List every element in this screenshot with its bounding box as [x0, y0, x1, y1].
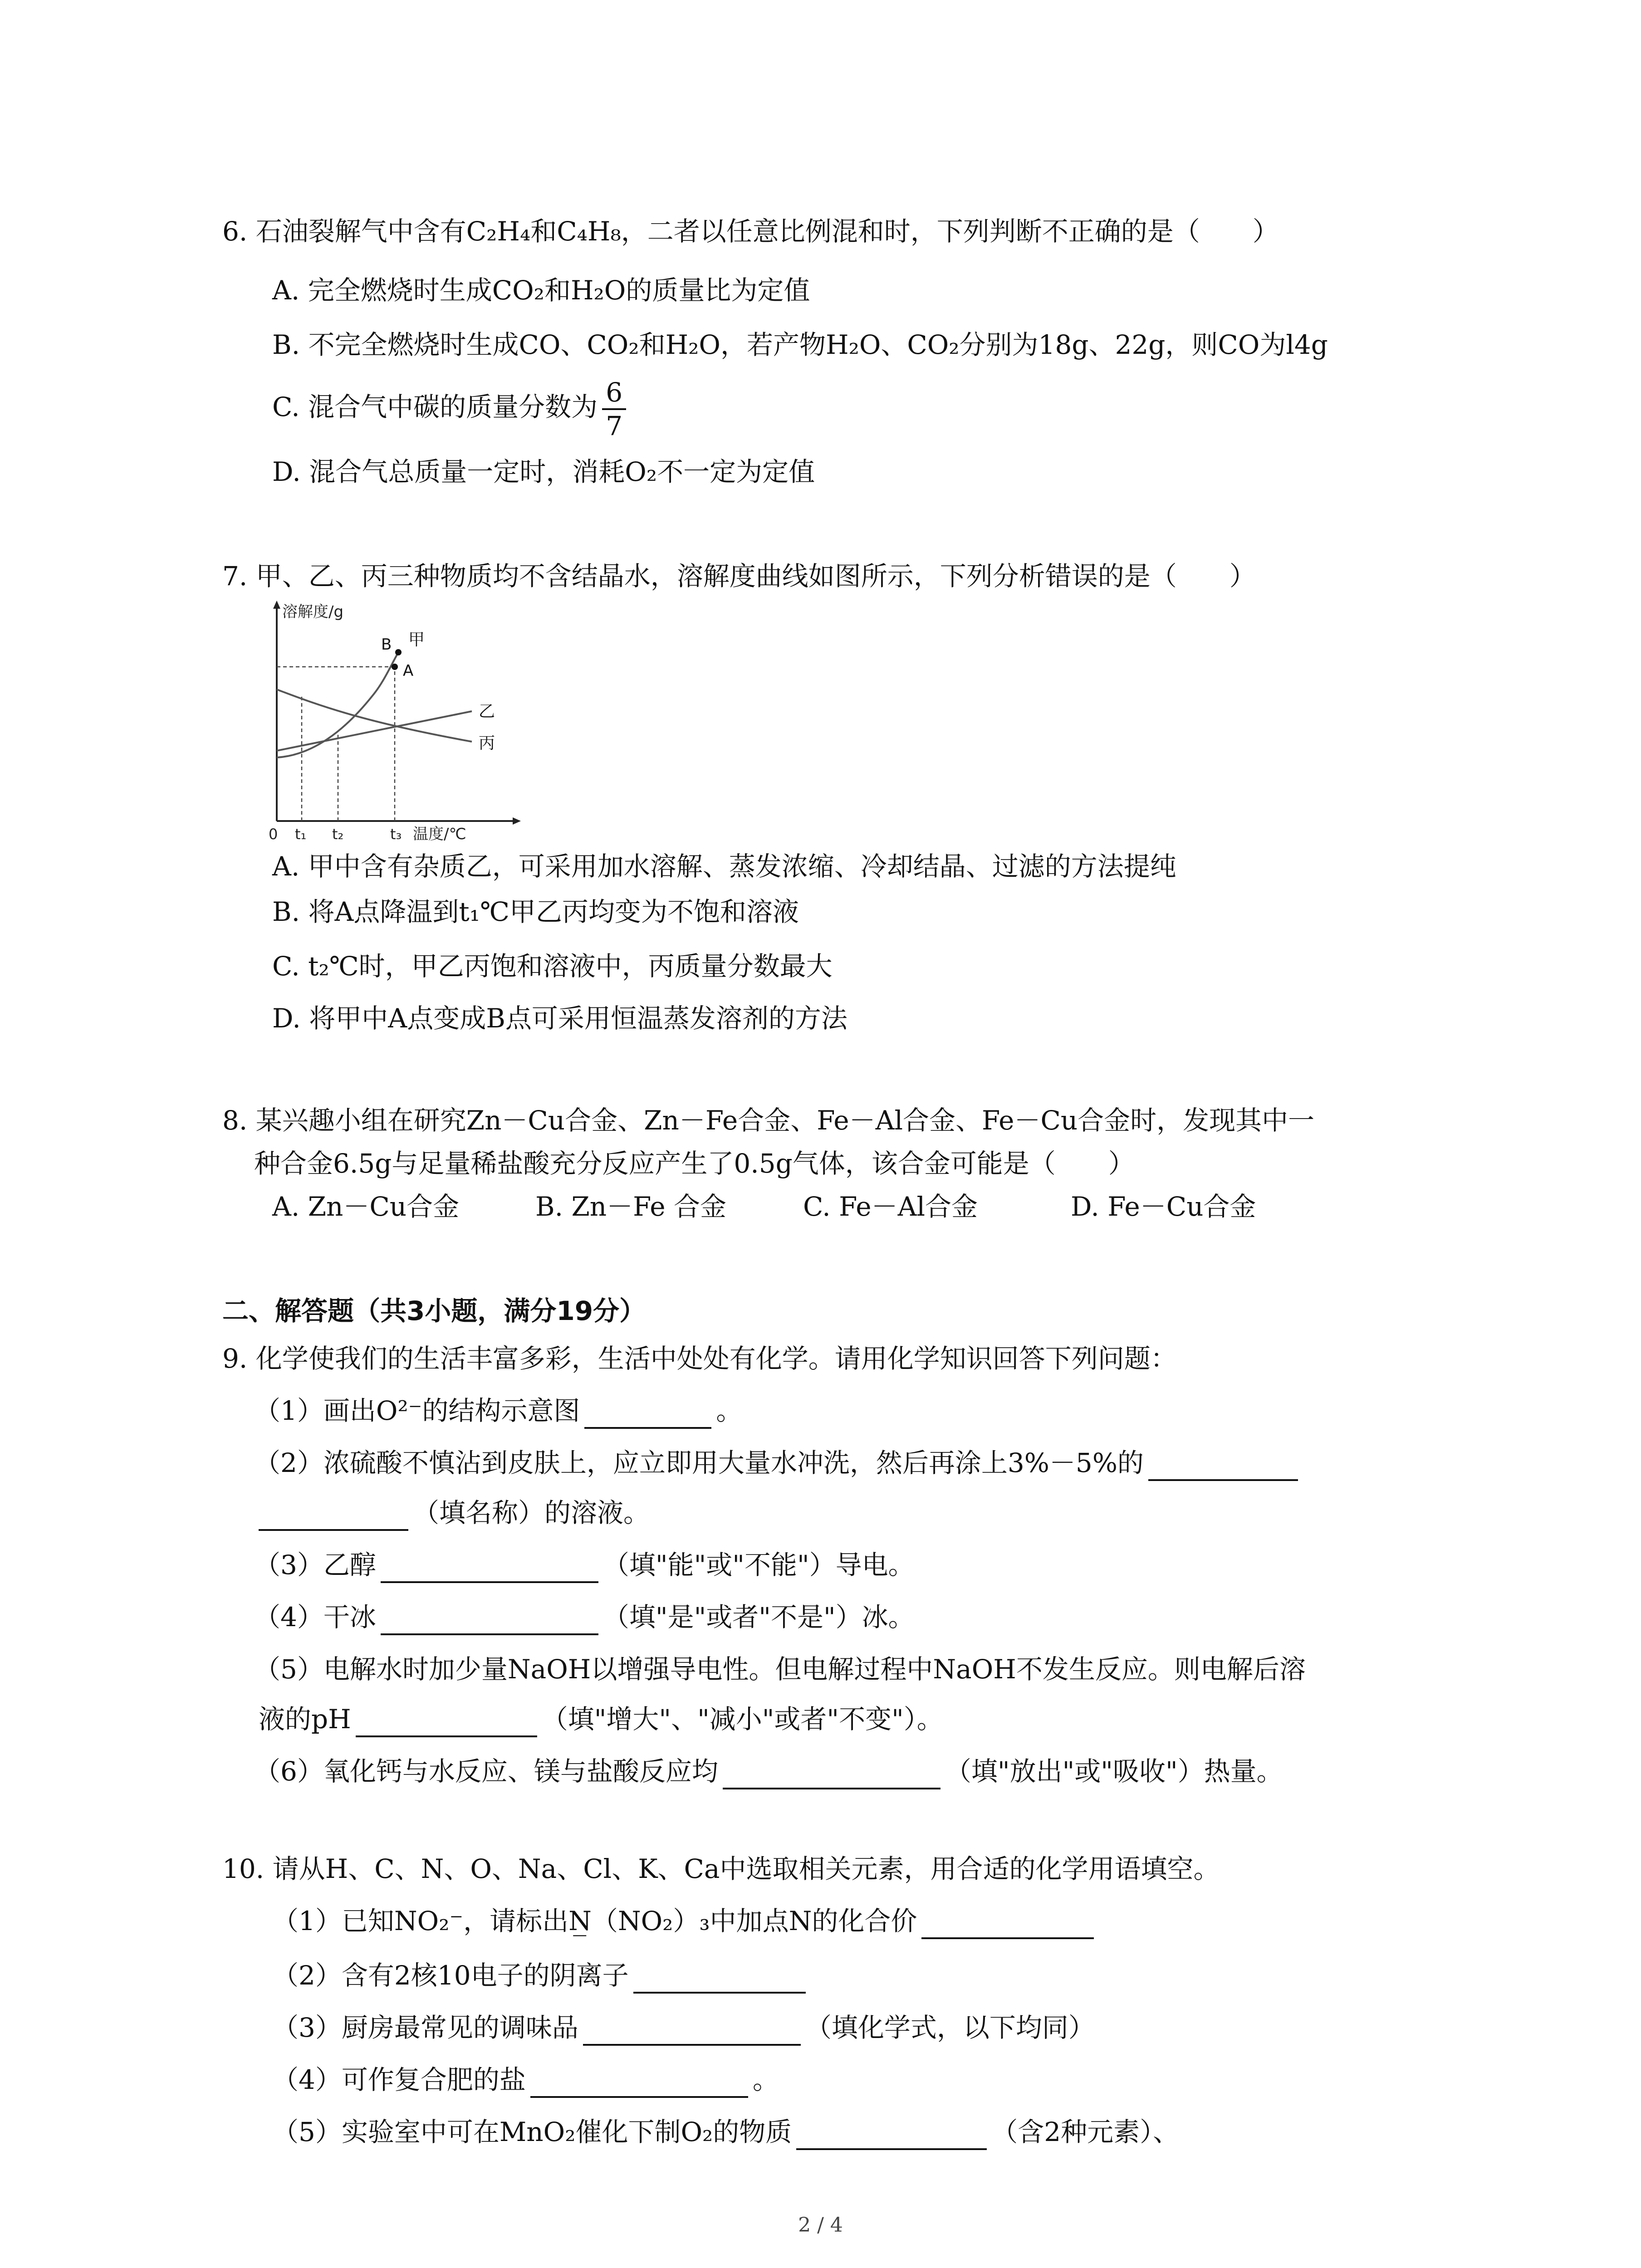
- fraction: [602, 376, 626, 442]
- point-a-label: A: [403, 662, 414, 680]
- q6-option-d: D. 混合气总质量一定时，消耗O₂不一定为定值: [272, 456, 815, 487]
- point-b-label: B: [381, 635, 392, 654]
- answer-blank[interactable]: [584, 1400, 711, 1429]
- q7-stem: 7. 甲、乙、丙三种物质均不含结晶水，溶解度曲线如图所示，下列分析错误的是（ ）: [222, 561, 1256, 591]
- y-axis-arrow: [273, 601, 280, 609]
- q10-stem: 10. 请从H、C、N、O、Na、Cl、K、Ca中选取相关元素，用合适的化学用语填空。: [222, 1853, 1220, 1884]
- answer-blank[interactable]: [530, 2069, 748, 2098]
- q9-part3: [254, 1547, 915, 1583]
- answer-blank[interactable]: [259, 1502, 408, 1531]
- q9-part3-end: （填"能"或"不能"）导电。: [603, 1549, 915, 1580]
- answer-blank[interactable]: [633, 1965, 806, 1994]
- answer-blank[interactable]: [796, 2121, 987, 2150]
- q8-option-c: C. Fe－Al合金: [803, 1191, 978, 1222]
- q7-option-d: D. 将甲中A点变成B点可采用恒温蒸发溶剂的方法: [272, 1003, 847, 1034]
- q7-option-c: C. t₂℃时，甲乙丙饱和溶液中，丙质量分数最大: [272, 951, 833, 982]
- answer-blank[interactable]: [381, 1606, 598, 1635]
- q6-option-c-text: C. 混合气中碳的质量分数为: [272, 391, 598, 423]
- q6-option-c: [272, 376, 626, 442]
- q9-part6: [254, 1753, 1283, 1789]
- q10-part1: [272, 1903, 1098, 1939]
- q10-part3: [272, 2009, 1095, 2046]
- point-a-marker: [392, 664, 398, 670]
- tick-t2: t₂: [332, 826, 344, 843]
- q9-part5: （5）电解水时加少量NaOH以增强导电性。但电解过程中NaOH不发生反应。则电解后溶: [254, 1654, 1306, 1685]
- q9-part2: [254, 1445, 1303, 1481]
- q8-option-d: D. Fe－Cu合金: [1071, 1191, 1256, 1222]
- answer-blank[interactable]: [1148, 1452, 1298, 1481]
- q10-part4: [272, 2062, 779, 2098]
- series-label-jia: 甲: [408, 631, 425, 649]
- q10-part2: [272, 1957, 810, 1994]
- q10-part5-text: （5）实验室中可在MnO₂催化下制O₂的物质: [272, 2116, 792, 2147]
- q9-part1-text: （1）画出O²⁻的结构示意图: [254, 1395, 580, 1426]
- q10-part1-text: （1）已知NO₂⁻，请标出N̲（NO₂）₃中加点N的化合价: [272, 1906, 917, 1936]
- q9-part3-text: （3）乙醇: [254, 1549, 376, 1580]
- q10-part4-end: 。: [752, 2064, 779, 2095]
- solubility-chart: [259, 599, 531, 844]
- origin-label: 0: [269, 826, 278, 843]
- q10-part3-end: （填化学式，以下均同）: [805, 2012, 1095, 2043]
- series-label-bing: 丙: [479, 734, 495, 753]
- q8-option-b: B. Zn－Fe 合金: [535, 1191, 726, 1222]
- q10-part5-end: （含2种元素）、: [991, 2116, 1180, 2147]
- curve-yi: [277, 711, 472, 751]
- fraction-denominator: 7: [606, 411, 623, 441]
- q8-stem-line1: 8. 某兴趣小组在研究Zn－Cu合金、Zn－Fe合金、Fe－Al合金、Fe－Cu合金时，发现其中一: [222, 1105, 1315, 1136]
- q6-option-a: A. 完全燃烧时生成CO₂和H₂O的质量比为定值: [272, 275, 810, 306]
- tick-t3: t₃: [390, 826, 402, 843]
- q9-stem: 9. 化学使我们的生活丰富多彩，生活中处处有化学。请用化学知识回答下列问题：: [222, 1343, 1177, 1374]
- q6-stem: 6. 石油裂解气中含有C₂H₄和C₄H₈，二者以任意比例混和时，下列判断不正确的是（ ）: [222, 216, 1279, 247]
- q10-part4-text: （4）可作复合肥的盐: [272, 2064, 526, 2095]
- q9-part4-text: （4）干冰: [254, 1602, 376, 1633]
- q6-option-b: B. 不完全燃烧时生成CO、CO₂和H₂O，若产物H₂O、CO₂分别为18g、22g，则CO为l4g: [272, 329, 1328, 360]
- x-axis-label: 温度/℃: [413, 825, 466, 843]
- q8-stem-line2: 种合金6.5g与足量稀盐酸充分反应产生了0.5g气体，该合金可能是（ ）: [254, 1148, 1135, 1179]
- tick-t1: t₁: [295, 826, 307, 843]
- fraction-numerator: 6: [602, 376, 626, 410]
- q9-part5-end: （填"增大"、"减小"或者"不变"）。: [541, 1704, 943, 1735]
- q9-part1: [254, 1393, 742, 1429]
- answer-blank[interactable]: [381, 1554, 598, 1583]
- q10-part3-text: （3）厨房最常见的调味品: [272, 2012, 578, 2043]
- q10-part5: [272, 2114, 1179, 2150]
- q9-part2-text: （2）浓硫酸不慎沾到皮肤上，应立即用大量水冲洗，然后再涂上3%－5%的: [254, 1447, 1144, 1478]
- q9-part5-cont: [259, 1701, 943, 1737]
- point-b-marker: [395, 649, 402, 655]
- q9-part6-text: （6）氧化钙与水反应、镁与盐酸反应均: [254, 1756, 718, 1787]
- q7-option-b: B. 将A点降温到t₁℃甲乙丙均变为不饱和溶液: [272, 896, 799, 927]
- answer-blank[interactable]: [723, 1760, 941, 1789]
- q9-part4: [254, 1599, 915, 1635]
- x-axis-arrow: [513, 817, 521, 825]
- curve-bing: [277, 689, 472, 742]
- answer-blank[interactable]: [921, 1910, 1094, 1939]
- q7-option-a: A. 甲中含有杂质乙，可采用加水溶解、蒸发浓缩、冷却结晶、过滤的方法提纯: [272, 851, 1176, 882]
- q9-part5-ph: 液的pH: [259, 1704, 351, 1735]
- page-number: 2 / 4: [798, 2214, 843, 2237]
- q10-part2-text: （2）含有2核10电子的阴离子: [272, 1960, 629, 1991]
- q9-part2-end: （填名称）的溶液。: [413, 1497, 650, 1528]
- series-label-yi: 乙: [479, 702, 495, 721]
- q9-part6-end: （填"放出"或"吸收"）热量。: [945, 1756, 1283, 1787]
- q9-part2-cont: [259, 1495, 650, 1531]
- y-axis-label: 溶解度/g: [282, 603, 344, 621]
- q9-part4-end: （填"是"或者"不是"）冰。: [603, 1602, 915, 1633]
- section-heading: 二、解答题（共3小题，满分19分）: [222, 1295, 646, 1326]
- q9-part1-end: 。: [716, 1395, 743, 1426]
- answer-blank[interactable]: [583, 2017, 801, 2046]
- q8-option-a: A. Zn－Cu合金: [272, 1191, 460, 1222]
- answer-blank[interactable]: [356, 1708, 537, 1737]
